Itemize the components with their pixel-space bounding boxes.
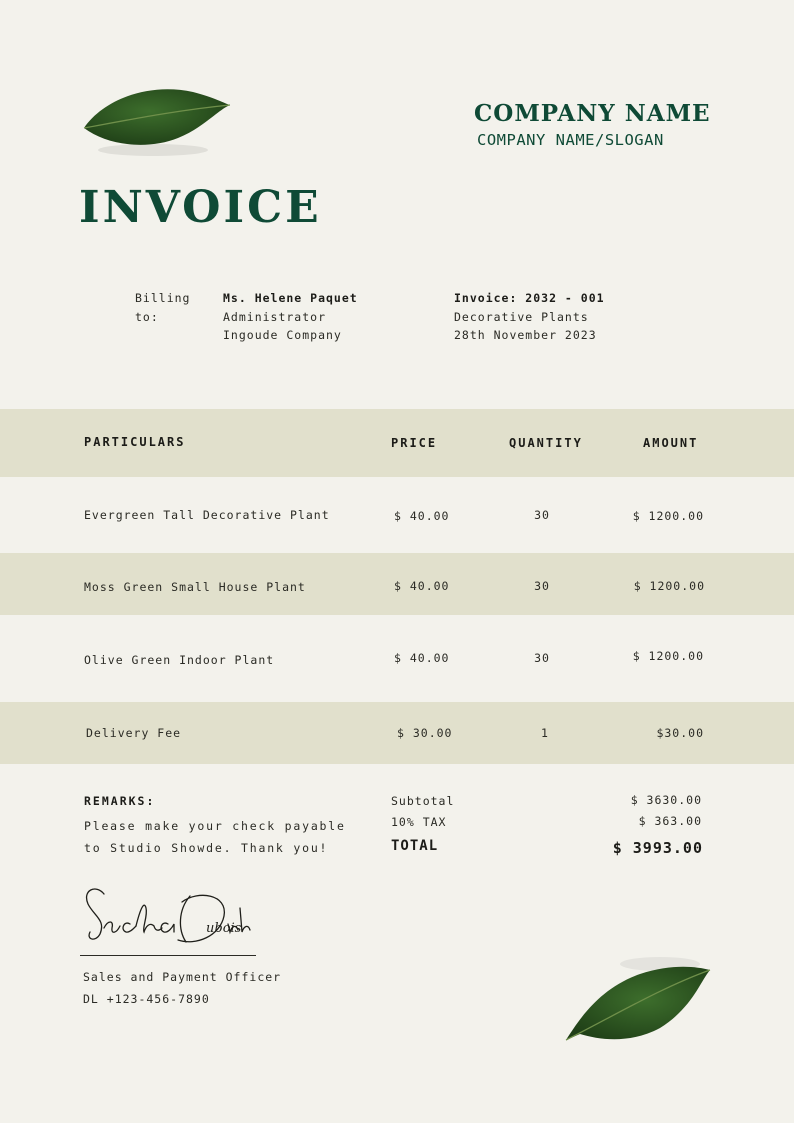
client-role: Administrator (223, 309, 327, 324)
row-item: Moss Green Small House Plant (84, 580, 306, 594)
remarks-text: Please make your check payable to Studio Showde. Thank you! (84, 819, 346, 855)
total-label: TOTAL (391, 838, 439, 854)
row-price: $ 40.00 (394, 579, 450, 593)
client-company: Ingoude Company (223, 328, 342, 342)
invoice-number: Invoice: 2032 - 001 (454, 291, 605, 305)
leaf-icon (560, 948, 720, 1048)
header-particulars: PARTICULARS (84, 435, 186, 449)
signer-title: Sales and Payment Officer (83, 970, 282, 984)
row-price: $ 40.00 (394, 651, 450, 665)
tax-value: $ 363.00 (638, 814, 702, 828)
invoice-date: 28th November 2023 (454, 328, 597, 342)
row-item: Delivery Fee (86, 726, 182, 740)
header-price: PRICE (391, 436, 438, 450)
invoice-details (454, 289, 605, 345)
row-quantity: 30 (534, 508, 550, 522)
signer-phone: DL +123-456-7890 (83, 992, 210, 1006)
row-price: $ 40.00 (394, 509, 450, 523)
company-name: COMPANY NAME (474, 100, 711, 127)
company-slogan: COMPANY NAME/SLOGAN (477, 131, 664, 149)
row-item: Evergreen Tall Decorative Plant (84, 508, 330, 522)
page-title: INVOICE (79, 182, 322, 233)
row-item: Olive Green Indoor Plant (84, 653, 275, 667)
leaf-icon (78, 80, 238, 160)
invoice-category: Decorative Plants (454, 309, 589, 324)
svg-text:ubois: ubois (206, 921, 242, 936)
billing-label-line1: Billing (135, 291, 191, 305)
billing-label-line2: to: (135, 309, 159, 324)
signature-line (80, 955, 256, 956)
row-quantity: 1 (541, 726, 549, 740)
row-quantity: 30 (534, 651, 550, 665)
row-amount: $ 1200.00 (632, 649, 704, 663)
total-value: $ 3993.00 (612, 839, 703, 857)
row-quantity: 30 (534, 579, 550, 593)
row-amount: $ 1200.00 (632, 509, 704, 523)
subtotal-label: Subtotal (391, 794, 455, 808)
row-amount: $30.00 (656, 726, 704, 740)
row-price: $ 30.00 (397, 726, 453, 740)
billing-label (135, 289, 205, 326)
subtotal-value: $ 3630.00 (630, 793, 702, 807)
remarks-label: REMARKS: (84, 794, 156, 808)
client-block (223, 289, 358, 345)
row-amount: $ 1200.00 (633, 579, 705, 593)
signature (78, 880, 258, 952)
tax-label: 10% TAX (391, 815, 447, 829)
header-quantity: QUANTITY (509, 436, 583, 450)
header-amount: AMOUNT (643, 436, 699, 450)
client-name: Ms. Helene Paquet (223, 291, 358, 305)
